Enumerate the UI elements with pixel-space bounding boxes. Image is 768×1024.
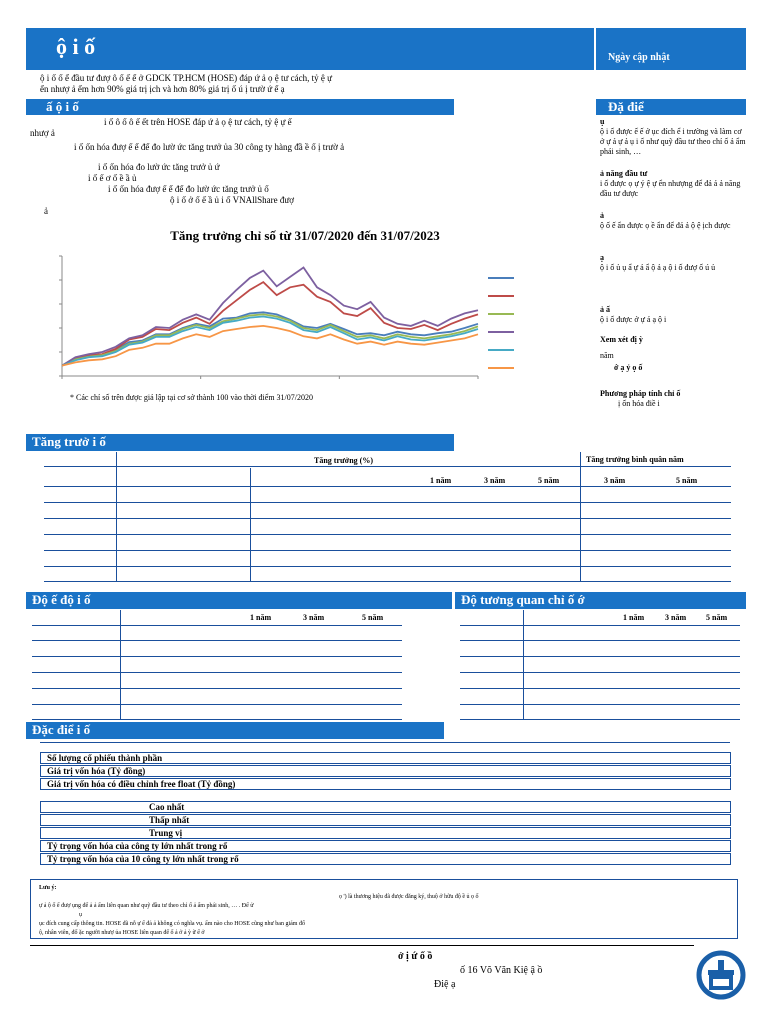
volatility-header [26, 592, 452, 609]
divider [40, 742, 730, 743]
row-line [460, 625, 740, 626]
growth-col-group-1: Tăng trưởng (%) [314, 456, 374, 465]
intro-line-1: ộ i ố ố ể đầu tư đượ ô ố ế ể ở GDCK TP.HCM (HOSE) đáp ứ ả ọ ệ tư cách, tỷ ệ ự [40, 73, 332, 83]
vol-col-2: 3 năm [303, 613, 325, 622]
section-right-title: Đặ điể [608, 99, 644, 114]
footer-line-2: ố 16 Võ Văn Kiệ ậ ồ [460, 965, 543, 976]
vol-col-3: 5 năm [362, 613, 384, 622]
section-right-body [600, 117, 746, 409]
growth-col-3: 5 năm [538, 476, 560, 485]
row-line [460, 688, 740, 689]
stat-row: Trung vị [40, 827, 731, 839]
vol-col-1: 1 năm [250, 613, 272, 622]
row-line [32, 640, 402, 641]
row-line [44, 581, 731, 582]
divider [580, 452, 581, 582]
row-line [32, 672, 402, 673]
corr-col-3: 5 năm [706, 613, 728, 622]
row-line [32, 656, 402, 657]
note-line: ục đích cung cấp thông tin. HOSE đã nỗ ự ể đả ả không có nghĩa vụ. ẩm nào cho HOSE cũng như ban giám đố [39, 921, 305, 927]
row-line [44, 550, 731, 551]
growth-col-4: 3 năm [604, 476, 626, 485]
row-line [460, 704, 740, 705]
page-title: ộ i ố [56, 34, 96, 59]
note-line: ộ, nhân viên, đố ặc người nhượ ủa HOSE liên quan đế ố ả ở ả ỳ ữ ể ở [39, 930, 205, 936]
row-line [32, 625, 402, 626]
left-para-1: nhượ ả [30, 128, 55, 138]
note-line: ọ ') là thương hiệu đã được đăng ký, thuộ ở hữu độ ề ủ ọ ố [339, 894, 479, 900]
right-item-7 [600, 389, 746, 409]
growth-col-2: 3 năm [484, 476, 506, 485]
growth-chart [30, 248, 550, 388]
footer-divider [30, 945, 694, 946]
right-item-0 [600, 117, 746, 169]
left-para-5: i ố ốn hóa đượ ế ể để đo lườ ức tăng trưở ủ ố [108, 184, 269, 194]
update-box [596, 28, 746, 70]
right-item-text: ộ i ố được ở ự ả ạ ộ i [600, 315, 667, 324]
left-para-6: ộ i ố ở ố ế ầ ủ i ố VNAllShare đượ [170, 195, 294, 205]
row-line [460, 672, 740, 673]
right-item-1 [600, 169, 746, 211]
right-item-4 [600, 305, 746, 335]
left-para-4: i ố ế ơ ố ề ầ ủ [88, 173, 137, 183]
growth-title: Tăng trưở i ố [32, 434, 106, 449]
row-line [44, 534, 731, 535]
right-item-label: ả năng đầu tư [600, 169, 648, 178]
left-para-2: i ố ốn hóa đượ ế ể để đo lườ ức tăng trưở ủa 30 công ty hàng đầ ề ố ị trườ ả [74, 142, 345, 152]
row-line [44, 518, 731, 519]
footer-line-3: Điệ ạ [434, 979, 456, 990]
right-item-label: ụ [600, 117, 605, 126]
right-item-label: ạ [600, 253, 604, 262]
right-item-6 [600, 363, 746, 373]
corr-col-1: 1 năm [623, 613, 645, 622]
right-item-label: ả [600, 211, 604, 220]
left-para-0: i ố ô ố ô ế ết trên HOSE đáp ứ ả ọ ệ tư cách, tỷ ệ ự ế [104, 117, 292, 127]
stat-row: Thấp nhất [40, 814, 731, 826]
right-item-text: ộ i ố ủ ụ ẩ ự ả ẩ ộ ả ạ ộ i ố đượ ố ú ủ [600, 263, 716, 272]
right-item-5 [600, 335, 746, 361]
right-item-text: ị ốn hóa điề i [618, 399, 660, 408]
row-line [44, 502, 731, 503]
row-line [32, 719, 402, 720]
left-para-3: i ố ốn hóa đo lườ ức tăng trưở ủ ứ [98, 162, 220, 172]
right-item-label: Phương pháp tính chỉ ố [600, 389, 681, 398]
right-item-label: ớ ạ ỷ ọ ố [614, 363, 643, 372]
stat-row: Giá trị vốn hóa (Tỷ đồng) [40, 765, 731, 777]
section-left-title: ấ ộ i ố [46, 99, 79, 114]
right-item-text: i ố được ọ ự ý ệ ự ển nhượng để đả ả ả năng đầu tư được [600, 179, 741, 198]
growth-col-5: 5 năm [676, 476, 698, 485]
stat-row: Giá trị vốn hóa có điều chỉnh free float (Tỷ đồng) [40, 778, 731, 790]
section-left-body [30, 117, 590, 217]
correlation-title: Độ tương quan chỉ ố ớ [461, 592, 585, 607]
note-line: ự ả ộ ố ể đượ ụng để ả ả ẩm liên quan như quỹ đầu tư theo chỉ ố ả ẩm phái sinh, … . Để ử [39, 903, 254, 909]
corr-col-2: 3 năm [665, 613, 687, 622]
right-item-text: ộ i ố được ế ế ở ục đích ể i trường và làm cơ ở ự ả ự ả ụ i ố như quỹ đầu tư theo chỉ ố ả ẩm phái sinh, … [600, 127, 746, 156]
stat-row: Số lượng cổ phiếu thành phần [40, 752, 731, 764]
right-item-2 [600, 211, 746, 253]
divider [116, 452, 117, 582]
stat-row: Tỷ trọng vốn hóa của 10 công ty lớn nhất trong rổ [40, 853, 731, 865]
characteristics-header [26, 722, 444, 739]
divider [44, 466, 731, 467]
section-left-header [26, 99, 454, 115]
right-item-text: ộ ố ế ẩn được ọ ề ẩn để đả ả ộ ệ ịch được [600, 221, 731, 230]
title-bar [26, 28, 594, 70]
note-line: ụ [79, 912, 82, 918]
right-item-3 [600, 253, 746, 305]
row-line [460, 656, 740, 657]
row-line [32, 688, 402, 689]
right-item-text: năm [600, 351, 614, 360]
row-line [44, 486, 731, 487]
stat-row: Tỷ trọng vốn hóa của công ty lớn nhất trong rổ [40, 840, 731, 852]
stat-row: Cao nhất [40, 801, 731, 813]
note-label: Lưu ý: [39, 885, 57, 891]
growth-header [26, 434, 454, 451]
characteristics-title: Đặc điể i ố [32, 722, 91, 737]
hose-logo-icon [696, 950, 746, 1000]
chart-note: * Các chỉ số trên được giả lập tại cơ sở thành 100 vào thời điểm 31/07/2020 [70, 393, 313, 402]
growth-col-group-2: Tăng trưởng bình quân năm [586, 455, 684, 464]
intro-line-2: ển nhượ ả ểm hơn 90% giá trị ịch và hơn 80% giá trị ố ú ị trườ ứ ể ạ [40, 84, 285, 94]
section-right-header [596, 99, 746, 115]
row-line [44, 566, 731, 567]
update-label: Ngày cập nhật [608, 52, 670, 63]
volatility-title: Độ ế độ i ố [32, 592, 91, 607]
chart-title: Tăng trưởng chỉ số từ 31/07/2020 đến 31/07/2023 [170, 228, 440, 243]
correlation-header [455, 592, 746, 609]
note-box [30, 879, 738, 939]
footer-text [398, 950, 688, 992]
row-line [460, 719, 740, 720]
right-item-label: ả ấ [600, 305, 610, 314]
series-line-3 [62, 268, 478, 366]
row-line [460, 640, 740, 641]
footer-line-1: ở ị ứ ố ồ [398, 951, 433, 962]
left-para-7: ả [44, 206, 48, 216]
right-item-label: Xem xét đị ỳ [600, 335, 643, 344]
row-line [32, 704, 402, 705]
growth-col-1: 1 năm [430, 476, 452, 485]
